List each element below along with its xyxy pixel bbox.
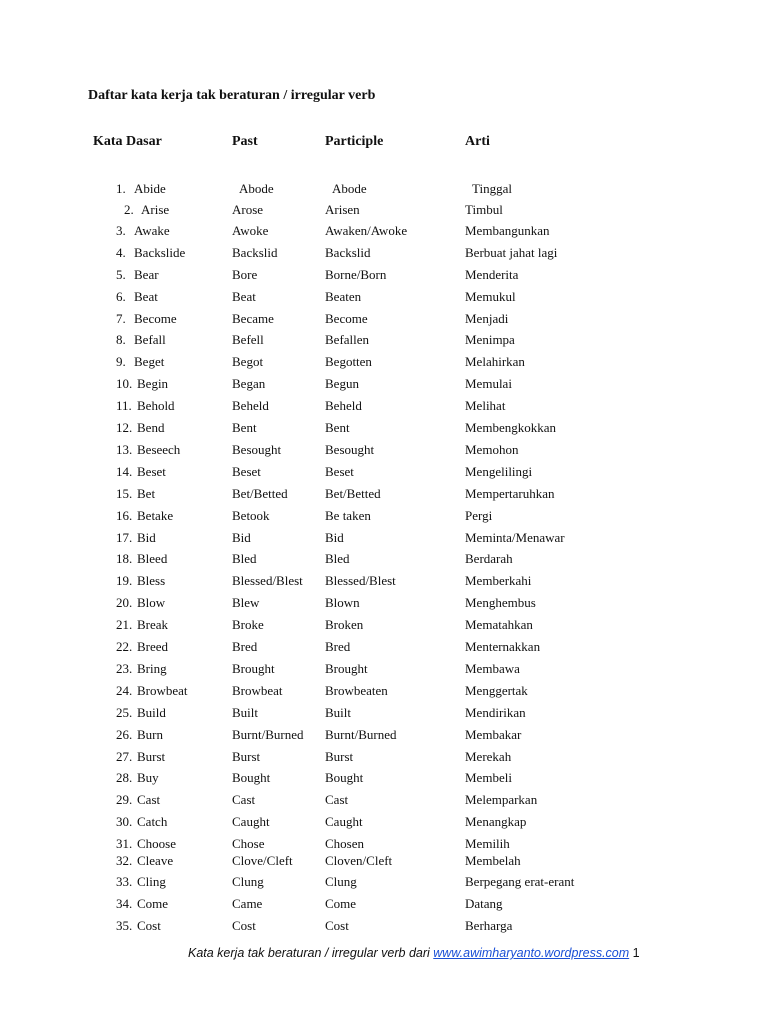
past-form: Clove/Cleft [232,853,293,868]
past-form: Bet/Betted [232,486,288,501]
verb-row [0,330,768,350]
base-form: Betake [137,508,174,523]
meaning: Menderita [465,267,519,282]
past-form: Bent [232,420,257,435]
row-number: 23. [116,661,133,676]
participle-form: Caught [325,814,363,829]
participle-form: Clung [325,874,357,889]
row-number: 6. [116,289,126,304]
page-footer [188,946,640,960]
row-number: 7. [116,311,126,326]
participle-form: Built [325,705,352,720]
base-form: Beset [137,464,166,479]
footer-link[interactable]: www.awimharyanto.wordpress.com [433,946,630,960]
meaning: Memilih [465,836,510,851]
past-form: Beat [232,289,256,304]
verb-row [0,528,768,548]
base-form: Come [137,896,169,911]
past-form: Bled [232,551,257,566]
past-form: Betook [232,508,270,523]
base-form: Blow [137,595,166,610]
header-base-form: Kata Dasar [93,134,162,149]
past-form: Became [232,311,274,326]
meaning: Membangunkan [465,223,550,238]
participle-form: Burst [325,749,354,764]
verb-row [0,703,768,723]
verb-row [0,396,768,416]
meaning: Menjadi [465,311,509,326]
participle-form: Chosen [325,836,364,851]
base-form: Begin [137,376,169,391]
base-form: Bet [137,486,156,501]
meaning: Tinggal [472,181,512,196]
verb-row [0,352,768,372]
participle-form: Beaten [325,289,362,304]
meaning: Mengelilingi [465,464,533,479]
row-number: 29. [116,792,133,807]
row-number: 35. [116,918,133,933]
meaning: Berbuat jahat lagi [465,245,558,260]
meaning: Datang [465,896,503,911]
participle-form: Browbeaten [325,683,388,698]
meaning: Membengkokkan [465,420,556,435]
base-form: Bring [137,661,167,676]
meaning: Timbul [465,202,503,217]
participle-form: Arisen [325,202,360,217]
participle-form: Bid [325,530,344,545]
header-participle: Participle [325,134,384,149]
meaning: Berdarah [465,551,513,566]
verb-row [0,851,768,871]
base-form: Break [137,617,169,632]
past-form: Clung [232,874,264,889]
verb-row [0,593,768,613]
meaning: Berpegang erat-erant [465,874,575,889]
document-title: Daftar kata kerja tak beraturan / irregular verb [88,88,376,103]
past-form: Beheld [232,398,269,413]
row-number: 15. [116,486,133,501]
verb-row [0,243,768,263]
past-form: Abode [239,181,274,196]
row-number: 22. [116,639,133,654]
row-number: 16. [116,508,133,523]
verb-row [0,179,768,199]
row-number: 21. [116,617,133,632]
row-number: 14. [116,464,133,479]
past-form: Cast [232,792,256,807]
meaning: Membawa [465,661,520,676]
participle-form: Come [325,896,357,911]
participle-form: Burnt/Burned [325,727,397,742]
base-form: Arise [141,202,170,217]
past-form: Blessed/Blest [232,573,303,588]
participle-form: Beheld [325,398,362,413]
footer-text: Kata kerja tak beraturan / irregular verb dari [188,946,434,960]
meaning: Memulai [465,376,512,391]
meaning: Memberkahi [465,573,532,588]
participle-form: Bled [325,551,350,566]
participle-form: Brought [325,661,368,676]
row-number: 20. [116,595,133,610]
past-form: Built [232,705,259,720]
meaning: Membeli [465,770,512,785]
past-form: Came [232,896,263,911]
base-form: Cling [137,874,166,889]
row-number: 25. [116,705,133,720]
verb-row [0,916,768,936]
past-form: Brought [232,661,275,676]
row-number: 4. [116,245,126,260]
participle-form: Awaken/Awoke [325,223,408,238]
verb-row [0,790,768,810]
participle-form: Bent [325,420,350,435]
base-form: Bend [137,420,165,435]
base-form: Cost [137,918,161,933]
meaning: Melihat [465,398,506,413]
verb-row [0,200,768,220]
past-form: Awoke [232,223,269,238]
verb-row [0,374,768,394]
past-form: Burst [232,749,261,764]
base-form: Backslide [134,245,186,260]
participle-form: Blown [325,595,360,610]
past-form: Backslid [232,245,278,260]
participle-form: Blessed/Blest [325,573,396,588]
past-form: Besought [232,442,282,457]
base-form: Bid [137,530,156,545]
base-form: Burn [137,727,163,742]
base-form: Breed [137,639,169,654]
row-number: 10. [116,376,133,391]
base-form: Cast [137,792,161,807]
verb-row [0,812,768,832]
past-form: Beset [232,464,261,479]
participle-form: Become [325,311,368,326]
row-number: 28. [116,770,133,785]
base-form: Buy [137,770,159,785]
participle-form: Cost [325,918,349,933]
verb-row [0,221,768,241]
meaning: Membelah [465,853,521,868]
base-form: Beget [134,354,165,369]
base-form: Cleave [137,853,174,868]
page-number: 1 [632,946,640,960]
header-past: Past [232,134,258,149]
past-form: Bore [232,267,258,282]
row-number: 12. [116,420,133,435]
meaning: Mendirikan [465,705,526,720]
verb-row [0,549,768,569]
participle-form: Bet/Betted [325,486,381,501]
past-form: Browbeat [232,683,283,698]
row-number: 2. [124,202,134,217]
meaning: Melahirkan [465,354,525,369]
past-form: Blew [232,595,260,610]
participle-form: Broken [325,617,364,632]
base-form: Befall [134,332,166,347]
participle-form: Bought [325,770,364,785]
verb-row [0,681,768,701]
meaning: Menangkap [465,814,527,829]
verb-row [0,571,768,591]
row-number: 11. [116,398,132,413]
past-form: Arose [232,202,264,217]
past-form: Begot [232,354,264,369]
meaning: Membakar [465,727,522,742]
past-form: Bought [232,770,271,785]
meaning: Menternakkan [465,639,541,654]
past-form: Bred [232,639,258,654]
row-number: 1. [116,181,126,196]
verb-row [0,506,768,526]
participle-form: Begotten [325,354,372,369]
verb-row [0,440,768,460]
verb-row [0,872,768,892]
past-form: Broke [232,617,264,632]
row-number: 31. [116,836,133,851]
past-form: Bid [232,530,251,545]
verb-row [0,637,768,657]
row-number: 19. [116,573,133,588]
past-form: Caught [232,814,270,829]
verb-row [0,265,768,285]
row-number: 24. [116,683,133,698]
participle-form: Cast [325,792,349,807]
participle-form: Beset [325,464,354,479]
verb-row [0,768,768,788]
base-form: Browbeat [137,683,188,698]
participle-form: Besought [325,442,375,457]
meaning: Memukul [465,289,516,304]
row-number: 5. [116,267,126,282]
base-form: Bleed [137,551,168,566]
base-form: Burst [137,749,166,764]
participle-form: Befallen [325,332,370,347]
base-form: Beat [134,289,158,304]
verb-row [0,484,768,504]
meaning: Mempertaruhkan [465,486,555,501]
past-form: Cost [232,918,256,933]
past-form: Chose [232,836,265,851]
base-form: Awake [134,223,170,238]
base-form: Abide [134,181,166,196]
meaning: Merekah [465,749,512,764]
row-number: 34. [116,896,133,911]
verb-row [0,418,768,438]
header-meaning: Arti [465,134,490,149]
verb-row [0,725,768,745]
base-form: Become [134,311,177,326]
past-form: Befell [232,332,264,347]
past-form: Burnt/Burned [232,727,304,742]
participle-form: Bred [325,639,351,654]
row-number: 8. [116,332,126,347]
meaning: Berharga [465,918,513,933]
row-number: 30. [116,814,133,829]
meaning: Menghembus [465,595,536,610]
base-form: Catch [137,814,168,829]
participle-form: Abode [332,181,367,196]
past-form: Began [232,376,266,391]
participle-form: Be taken [325,508,371,523]
participle-form: Begun [325,376,359,391]
row-number: 18. [116,551,133,566]
meaning: Melemparkan [465,792,538,807]
base-form: Choose [137,836,176,851]
row-number: 9. [116,354,126,369]
verb-row [0,894,768,914]
base-form: Build [137,705,166,720]
row-number: 26. [116,727,133,742]
base-form: Bear [134,267,159,282]
participle-form: Backslid [325,245,371,260]
meaning: Menimpa [465,332,515,347]
row-number: 13. [116,442,133,457]
row-number: 27. [116,749,133,764]
meaning: Mematahkan [465,617,533,632]
verb-row [0,659,768,679]
row-number: 17. [116,530,133,545]
base-form: Beseech [137,442,181,457]
verb-row [0,287,768,307]
participle-form: Borne/Born [325,267,387,282]
row-number: 3. [116,223,126,238]
row-number: 32. [116,853,133,868]
verb-row [0,462,768,482]
meaning: Memohon [465,442,519,457]
verb-row [0,747,768,767]
base-form: Bless [137,573,166,588]
meaning: Pergi [465,508,493,523]
verb-row [0,309,768,329]
meaning: Menggertak [465,683,528,698]
row-number: 33. [116,874,133,889]
base-form: Behold [137,398,175,413]
participle-form: Cloven/Cleft [325,853,393,868]
meaning: Meminta/Menawar [465,530,565,545]
verb-row [0,615,768,635]
